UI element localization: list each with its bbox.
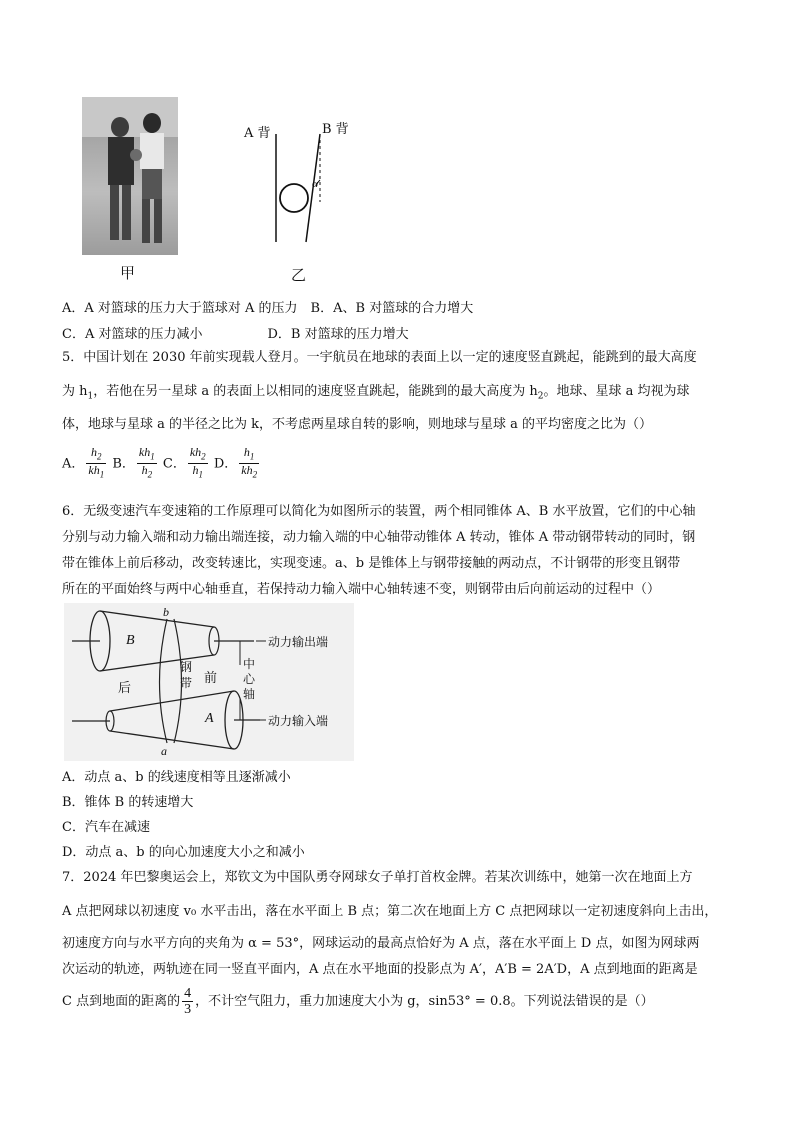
cvt-figure <box>64 603 354 761</box>
q7-line5-b: ，不计空气阻力，重力加速度大小为 g，sin53° = 0.8。下列说法错误的是（） <box>195 994 654 1009</box>
point-b-label: b <box>163 605 169 619</box>
input-label: 动力输入端 <box>268 714 329 728</box>
front-label: 前 <box>204 671 218 686</box>
q7-fraction <box>182 986 193 1017</box>
back-label: 后 <box>118 681 132 696</box>
belt-char-2: 带 <box>180 676 193 690</box>
q5-option-a-frac: $\frac{h_2}{kh_1}$ <box>88 445 105 480</box>
axis-label <box>243 657 255 702</box>
q6-option-b: B．锥体 B 的转速增大 <box>62 795 194 810</box>
q6-option-a: A．动点 a、b 的线速度相等且逐渐减小 <box>62 770 291 785</box>
basketball-photo <box>82 97 178 255</box>
q4-options-ab: A．A 对篮球的压力大于篮球对 A 的压力 B．A、B 对篮球的合力增大 <box>62 301 474 316</box>
output-label: 动力输出端 <box>268 635 329 649</box>
q5-line2: 为 $h_1$，若他在另一星球 a 的表面上以相同的速度竖直跳起，能跳到的最大高度为 $h_2$。地球、星球 a 均视为球 <box>62 384 690 402</box>
q6-option-d: D．动点 a、b 的向心加速度大小之和减小 <box>62 845 305 860</box>
q6-line4: 所在的平面始终与两中心轴垂直，若保持动力输入端中心轴转速不变，则钢带由后向前运动的过程中（） <box>62 582 661 597</box>
q6-option-c: C．汽车在减速 <box>62 820 150 835</box>
q5-options <box>62 446 261 482</box>
q4-options-cd: C．A 对篮球的压力减小 D．B 对篮球的压力增大 <box>62 327 409 342</box>
cone-a-label: A <box>205 711 214 726</box>
q7-line2: A 点把网球以初速度 v₀ 水平击出，落在水平面上 B 点；第二次在地面上方 C 点把网球以一定初速度斜向上击出， <box>62 904 718 919</box>
q5-line2-a: 为 h <box>62 384 88 399</box>
q7-line5 <box>62 986 654 1018</box>
q6-line2: 分别与动力输入端和动力输出端连接，动力输入端的中心轴带动锥体 A 转动，锥体 A 带动钢带转动的同时，钢 <box>62 530 696 545</box>
belt-char-1: 钢 <box>180 660 193 674</box>
q5-option-a-label: A． <box>62 456 85 472</box>
q5-option-d-frac: $\frac{h_1}{kh_2}$ <box>241 445 258 480</box>
q5-line3: 体，地球与星球 a 的半径之比为 k，不考虑两星球自转的影响，则地球与星球 a 的平均密度之比为（） <box>62 417 653 432</box>
axis-char-1: 中 <box>243 657 256 671</box>
caption-yi: 乙 <box>291 266 307 284</box>
q7-line1: 7．2024 年巴黎奥运会上，郑钦文为中国队勇夺网球女子单打首枚金牌。若某次训练中，她第一次在地面上方 <box>62 870 693 885</box>
q6-line3: 带在锥体上前后移动，改变转速比，实现变速。a、b 是锥体上与钢带接触的两动点，不计钢带的形变且钢带 <box>62 556 681 571</box>
axis-char-2: 心 <box>243 672 256 686</box>
q5-option-b-frac: $\frac{kh_1}{h_2}$ <box>138 445 155 480</box>
label-b-back: B 背 <box>322 122 349 137</box>
q7-line5-a: C 点到地面的距离的 <box>62 994 181 1009</box>
q7-line3: 初速度方向与水平方向的夹角为 α = 53°，网球运动的最高点恰好为 A 点，落在水平面上 D 点，如图为网球两 <box>62 936 700 951</box>
label-alpha: α <box>312 178 318 190</box>
q7-frac-num: 4 <box>184 986 192 1001</box>
label-a-back: A 背 <box>244 126 271 141</box>
axis-char-3: 轴 <box>243 687 256 701</box>
q5-option-d-label: D． <box>213 456 238 472</box>
q5-line2-b: ，若他在另一星球 a 的表面上以相同的速度竖直跳起，能跳到的最大高度为 h <box>93 384 538 399</box>
q5-line2-c: 。地球、星球 a 均视为球 <box>543 384 690 399</box>
q7-frac-den: 3 <box>184 1002 192 1017</box>
q5-option-c-label: C． <box>162 456 186 472</box>
point-a-label: a <box>161 744 167 758</box>
q6-line1: 6．无级变速汽车变速箱的工作原理可以简化为如图所示的装置，两个相同锥体 A、B 水平放置，它们的中心轴 <box>62 504 696 519</box>
cone-b-label: B <box>126 633 135 648</box>
q5-option-c-frac: $\frac{kh_2}{h_1}$ <box>189 445 206 480</box>
q5-option-b-label: B． <box>112 456 135 472</box>
q5-line1: 5．中国计划在 2030 年前实现载人登月。一宇航员在地球的表面上以一定的速度竖直跳起，能跳到的最大高度 <box>62 350 697 365</box>
caption-jia: 甲 <box>120 264 136 282</box>
q7-line4: 次运动的轨迹，两轨迹在同一竖直平面内，A 点在水平地面的投影点为 A′，A′B = 2A′D，A 点到地面的距离是 <box>62 962 698 977</box>
belt-label <box>180 659 192 691</box>
